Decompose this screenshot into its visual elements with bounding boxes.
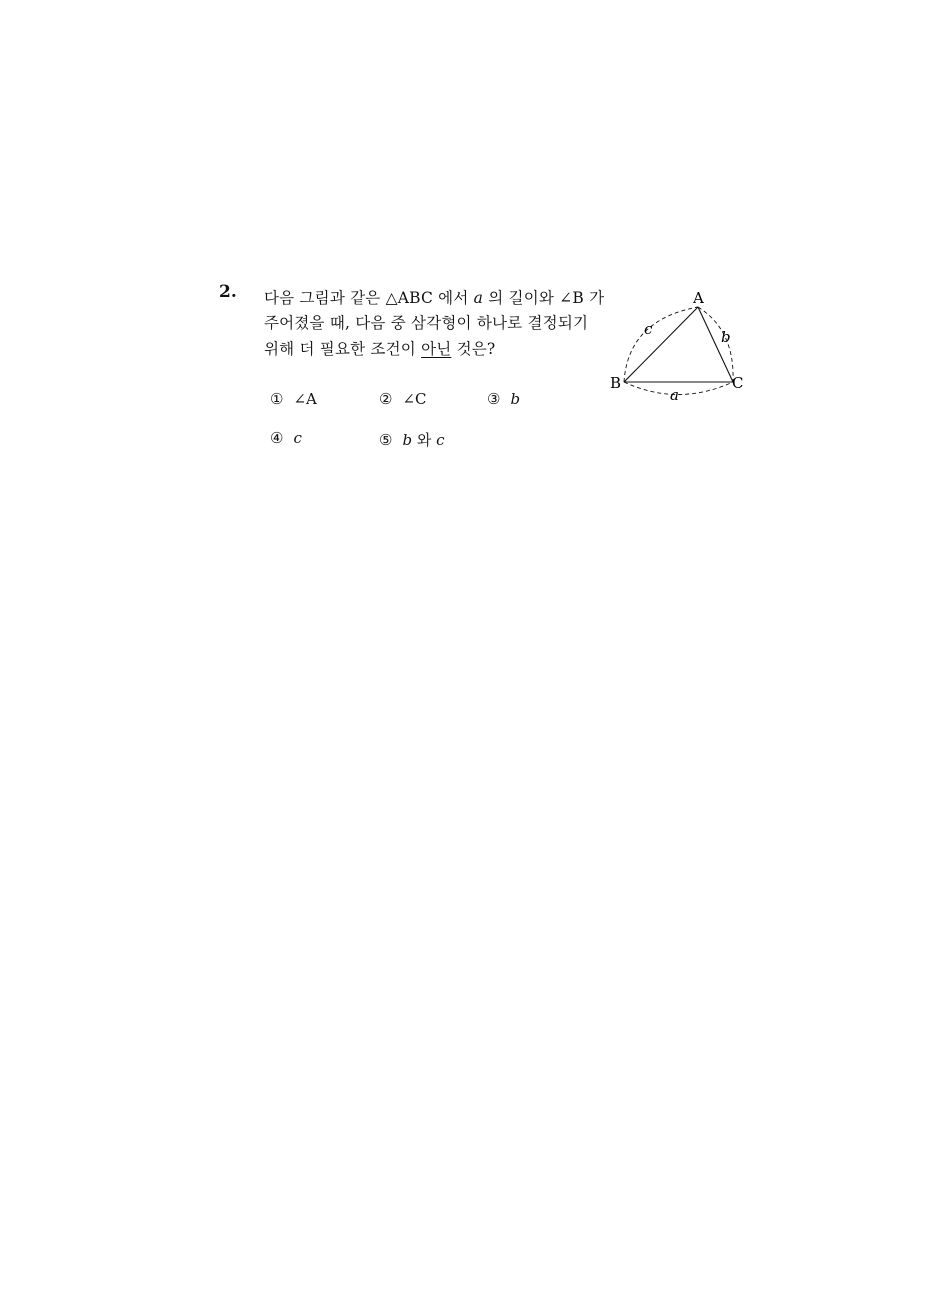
question-text: 다음 그림과 같은 △ABC 에서	[264, 289, 474, 307]
choice-3[interactable]	[487, 390, 520, 408]
choice-label: 와	[412, 431, 437, 449]
side-label-a: a	[670, 386, 679, 404]
choice-label: ∠C	[402, 390, 427, 408]
triangle-figure	[600, 285, 760, 410]
vertex-label-b: B	[610, 374, 622, 392]
choice-label: c	[293, 429, 302, 447]
choice-var-c: c	[436, 431, 445, 449]
choice-label: ∠A	[293, 390, 317, 408]
choice-number: ③	[487, 390, 501, 408]
side-label-c: c	[644, 320, 653, 338]
question-text-line-3	[264, 337, 495, 359]
choice-number: ①	[270, 390, 284, 408]
question-text: 위해 더 필요한 조건이	[264, 340, 422, 358]
var-a: a	[473, 289, 484, 307]
question-text-line-2: 주어졌을 때, 다음 중 삼각형이 하나로 결정되기	[264, 314, 589, 332]
choice-label: b	[510, 390, 521, 408]
vertex-label-c: C	[732, 374, 744, 392]
question-text-line-1	[264, 286, 604, 308]
question-number: 2.	[219, 282, 237, 302]
choice-4[interactable]	[270, 429, 302, 447]
choice-5[interactable]	[379, 429, 445, 450]
choice-number: ②	[379, 390, 393, 408]
question-text: 것은?	[451, 340, 496, 358]
underlined-word: 아닌	[421, 340, 452, 358]
choice-1[interactable]	[270, 390, 317, 408]
choice-number: ④	[270, 429, 284, 447]
choice-var-b: b	[402, 431, 413, 449]
side-label-b: b	[721, 328, 731, 346]
vertex-label-a: A	[693, 289, 704, 307]
side-ab-line	[624, 307, 698, 382]
question-text: 의 길이와 ∠B 가	[483, 289, 605, 307]
choice-2[interactable]	[379, 390, 427, 408]
choice-number: ⑤	[379, 431, 393, 449]
